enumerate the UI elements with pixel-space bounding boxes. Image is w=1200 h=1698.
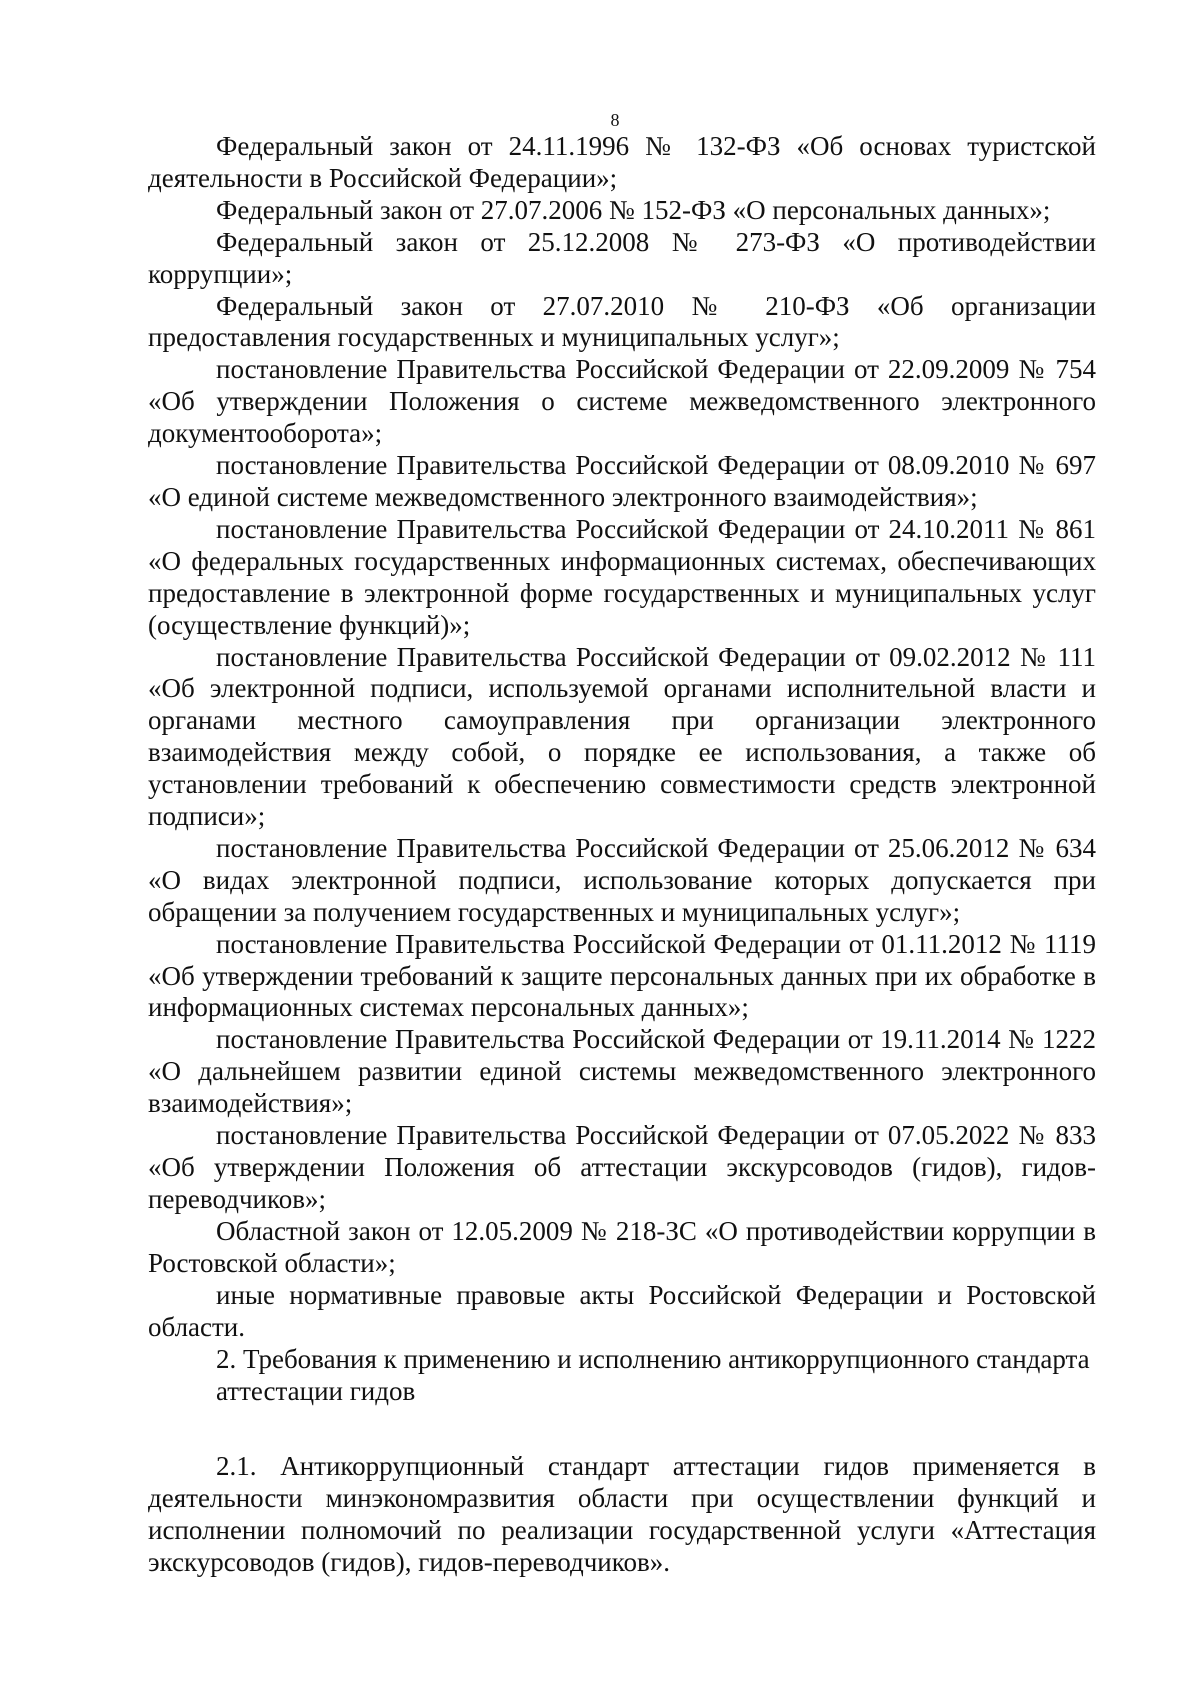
legal-act-item: постановление Правительства Российской Федерации от 01.11.2012 № 1119 «Об утверждении требований к защите персональных данных при их обработке в информационных системах персональных данных»; <box>148 928 1096 1023</box>
legal-act-item: постановление Правительства Российской Федерации от 07.05.2022 № 833 «Об утверждении Положения об аттестации экскурсоводов (гидов), гидов-переводчиков»; <box>148 1120 1096 1214</box>
legal-act-item: Федеральный закон от 24.11.1996 № 132-ФЗ «Об основах туристской деятельности в Российской Федерации»; <box>148 131 1096 193</box>
legal-act-item: Федеральный закон от 27.07.2006 № 152-ФЗ «О персональных данных»; <box>216 194 1051 225</box>
clause-2-1: 2.1. Антикоррупционный стандарт аттестации гидов применяется в деятельности минэкономразвития области при осуществлении функций и исполнении полномочий по реализации государственной услуги «Аттестация экскурсоводов (гидов), гидов-переводчиков». <box>148 1451 1096 1578</box>
legal-act-item: Областной закон от 12.05.2009 № 218-ЗС «О противодействии коррупции в Ростовской области»; <box>148 1215 1096 1278</box>
legal-act-item: постановление Правительства Российской Федерации от 25.06.2012 № 634 «О видах электронной подписи, использование которых допускается при обращении за получением государственных и муниципальных услуг»; <box>148 832 1096 927</box>
legal-act-item: постановление Правительства Российской Федерации от 19.11.2014 № 1222 «О дальнейшем развитии единой системы межведомственного электронного взаимодействия»; <box>148 1024 1096 1119</box>
legal-act-item: Федеральный закон от 25.12.2008 № 273-ФЗ «О противодействии коррупции»; <box>148 226 1096 289</box>
legal-act-item: постановление Правительства Российской Федерации от 22.09.2009 № 754 «Об утверждении Положения о системе межведомственного электронного документооборота»; <box>148 354 1096 449</box>
legal-act-item: иные нормативные правовые акты Российской Федерации и Ростовской области. <box>148 1279 1096 1342</box>
legal-act-item: постановление Правительства Российской Федерации от 09.02.2012 № 111 «Об электронной подписи, используемой органами исполнительной власти и органами местного самоуправления при организации электронного взаимодействия между собой, о порядке ее использования, а также об установлении требований к обеспечению совместимости средств электронной подписи»; <box>148 641 1096 832</box>
page-number: 8 <box>610 110 620 130</box>
section-heading <box>148 1343 1096 1407</box>
section-heading-line: аттестации гидов <box>216 1376 416 1407</box>
section-heading-line: 2. Требования к применению и исполнению антикоррупционного стандарта <box>216 1344 1090 1375</box>
legal-act-item: постановление Правительства Российской Федерации от 08.09.2010 № 697 «О единой системе межведомственного электронного взаимодействия»; <box>148 450 1096 512</box>
document-body <box>148 131 1096 1579</box>
legal-act-item: Федеральный закон от 27.07.2010 № 210-ФЗ «Об организации предоставления государственных и муниципальных услуг»; <box>148 290 1096 353</box>
legal-act-item: постановление Правительства Российской Федерации от 24.10.2011 № 861 «О федеральных государственных информационных системах, обеспечивающих предоставление в электронной форме государственных и муниципальных услуг (осуществление функций)»; <box>148 513 1096 640</box>
